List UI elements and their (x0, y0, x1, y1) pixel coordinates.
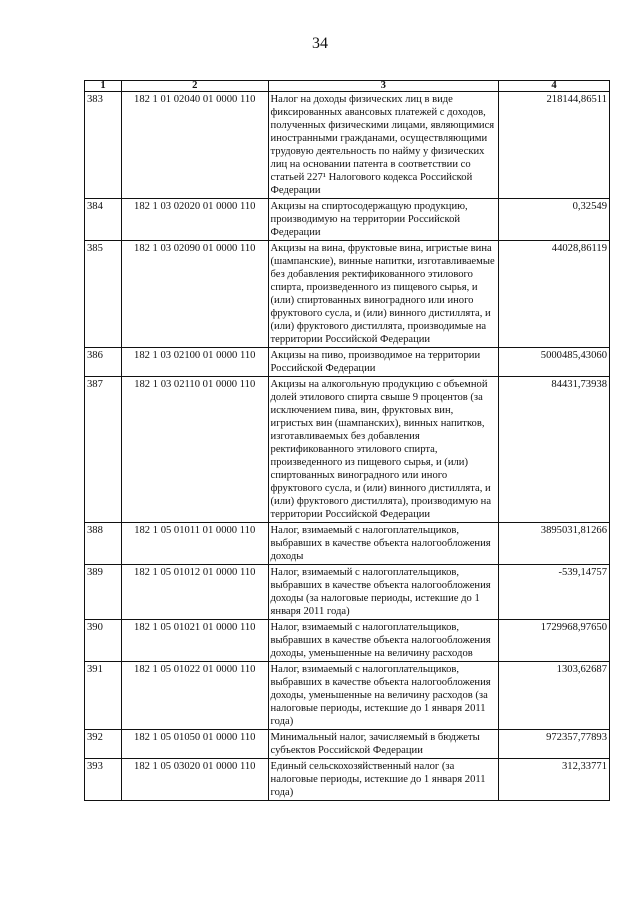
amount: -539,14757 (499, 565, 610, 620)
amount: 972357,77893 (499, 730, 610, 759)
table-row (85, 565, 610, 620)
table-row (85, 523, 610, 565)
table-body (85, 92, 610, 801)
classification-code: 182 1 05 01021 01 0000 110 (121, 620, 268, 662)
revenue-name: Акцизы на спиртосодержащую продукцию, производимую на территории Российской Федерации (268, 199, 499, 241)
revenue-name: Налог, взимаемый с налогоплательщиков, выбравших в качестве объекта налогообложения доходы, уменьшенные на величину расходов (268, 620, 499, 662)
classification-code: 182 1 03 02100 01 0000 110 (121, 348, 268, 377)
column-header-4: 4 (499, 81, 610, 92)
row-number: 387 (85, 377, 122, 523)
revenue-name: Минимальный налог, зачисляемый в бюджеты субъектов Российской Федерации (268, 730, 499, 759)
table-row (85, 241, 610, 348)
classification-code: 182 1 05 01011 01 0000 110 (121, 523, 268, 565)
table-row (85, 199, 610, 241)
table-row (85, 662, 610, 730)
table-row (85, 730, 610, 759)
classification-code: 182 1 05 01022 01 0000 110 (121, 662, 268, 730)
amount: 5000485,43060 (499, 348, 610, 377)
amount: 1729968,97650 (499, 620, 610, 662)
revenue-name: Единый сельскохозяйственный налог (за налоговые периоды, истекшие до 1 января 2011 года) (268, 759, 499, 801)
row-number: 393 (85, 759, 122, 801)
amount: 3895031,81266 (499, 523, 610, 565)
row-number: 388 (85, 523, 122, 565)
revenue-name: Налог, взимаемый с налогоплательщиков, выбравших в качестве объекта налогообложения доходы, уменьшенные на величину расходов (за налоговые периоды, истекшие до 1 января 2011 года) (268, 662, 499, 730)
amount: 84431,73938 (499, 377, 610, 523)
row-number: 392 (85, 730, 122, 759)
column-header-1: 1 (85, 81, 122, 92)
row-number: 384 (85, 199, 122, 241)
classification-code: 182 1 03 02020 01 0000 110 (121, 199, 268, 241)
column-header-2: 2 (121, 81, 268, 92)
classification-code: 182 1 05 03020 01 0000 110 (121, 759, 268, 801)
classification-code: 182 1 03 02110 01 0000 110 (121, 377, 268, 523)
page-number: 34 (312, 35, 328, 52)
table-row (85, 620, 610, 662)
row-number: 386 (85, 348, 122, 377)
revenue-table (84, 80, 610, 801)
header-row (85, 81, 610, 92)
revenue-name: Акцизы на алкогольную продукцию с объемной долей этилового спирта свыше 9 процентов (за исключением пива, вин, фруктовых вин, игристых вин (шампанских), винных напитков, изготавливаемых без добавления ректификованного этилового спирта, произведенного из пищевого сырья, и (или) спиртованных виноградного или иного фруктового сусла, и (или) винного дистиллята, и (или) фруктового дистиллята), производимую на территории Российской Федерации (268, 377, 499, 523)
column-header-3: 3 (268, 81, 499, 92)
row-number: 383 (85, 92, 122, 199)
table-row (85, 92, 610, 199)
amount: 0,32549 (499, 199, 610, 241)
row-number: 385 (85, 241, 122, 348)
amount: 218144,86511 (499, 92, 610, 199)
revenue-name: Налог, взимаемый с налогоплательщиков, выбравших в качестве объекта налогообложения доходы (268, 523, 499, 565)
amount: 312,33771 (499, 759, 610, 801)
row-number: 391 (85, 662, 122, 730)
classification-code: 182 1 05 01050 01 0000 110 (121, 730, 268, 759)
revenue-name: Акцизы на пиво, производимое на территории Российской Федерации (268, 348, 499, 377)
revenue-name: Налог, взимаемый с налогоплательщиков, выбравших в качестве объекта налогообложения доходы (за налоговые периоды, истекшие до 1 января 2011 года) (268, 565, 499, 620)
amount: 44028,86119 (499, 241, 610, 348)
row-number: 390 (85, 620, 122, 662)
table-header (85, 81, 610, 92)
revenue-name: Акцизы на вина, фруктовые вина, игристые вина (шампанские), винные напитки, изготавливаемые без добавления ректификованного этилового спирта, произведенного из пищевого сырья, и (или) спиртованных виноградного или иного фруктового сусла, и (или) винного дистиллята, и (или) фруктового дистиллята, производимые на территории Российской Федерации (268, 241, 499, 348)
table-row (85, 348, 610, 377)
table-row (85, 759, 610, 801)
table-row (85, 377, 610, 523)
revenue-name: Налог на доходы физических лиц в виде фиксированных авансовых платежей с доходов, полученных физическими лицами, являющимися иностранными гражданами, осуществляющими трудовую деятельность по найму у физических лиц на основании патента в соответствии со статьей 227¹ Налогового кодекса Российской Федерации (268, 92, 499, 199)
amount: 1303,62687 (499, 662, 610, 730)
row-number: 389 (85, 565, 122, 620)
classification-code: 182 1 03 02090 01 0000 110 (121, 241, 268, 348)
classification-code: 182 1 01 02040 01 0000 110 (121, 92, 268, 199)
classification-code: 182 1 05 01012 01 0000 110 (121, 565, 268, 620)
